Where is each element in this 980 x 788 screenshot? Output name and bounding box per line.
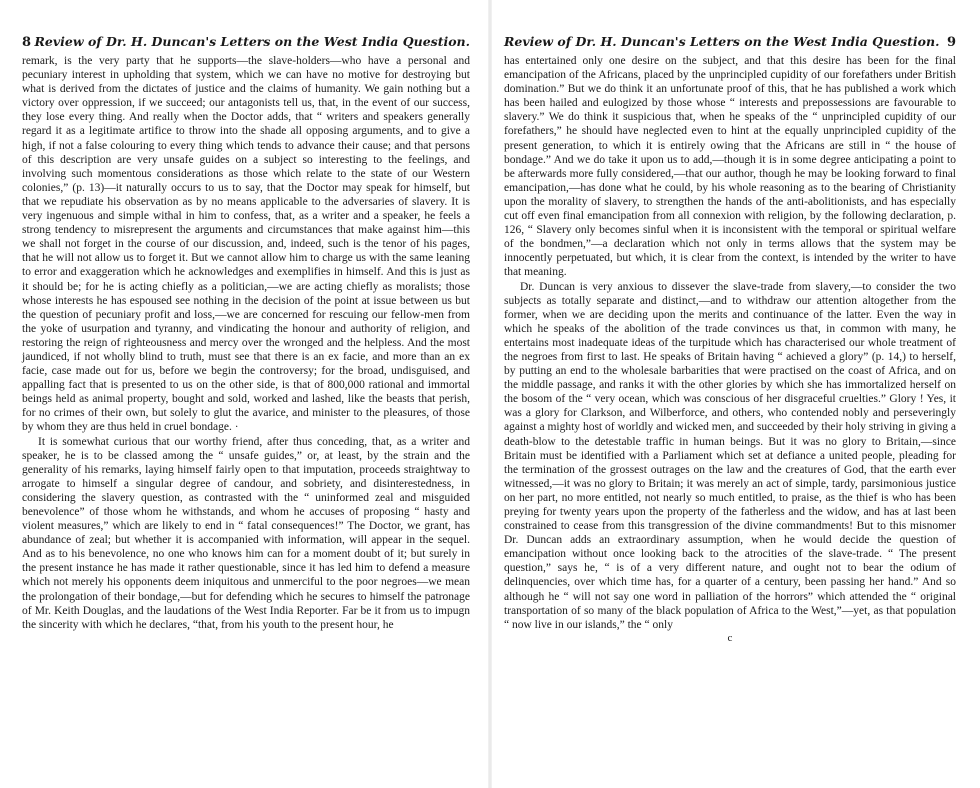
signature-mark: c <box>727 631 733 644</box>
right-page-number: 9 <box>946 35 956 50</box>
right-paragraph-2: Dr. Duncan is very anxious to dissever the slave-trade from slavery,—to consider the two subjects as totally separate and distinct,—and to withdraw our attention altogether from the former, when we are deciding upon the merits and continuance of the latter. Even the way in which he speaks of the abolition of the trade convinces us that, in common with many, he entertains most inadequate ideas of the turpitude which has characterised our whole treatment of the negroes from first to last. He speaks of Britain having “ achieved a glory” (p. 14,) to herself, by putting an end to the wholesale barbarities that were practised on the coast of Africa, and on the middle passage, and ranks it with the other glories by which she has immortalized herself on the bosom of the “ very ocean, which was conscious of her disgraceful cruelties.” Glory ! Yes, it was a glory for Clarkson, and Wilberforce, and others, who contended nobly and perseveringly against a mighty host of worldly and wicked men, and succeeded by their holy striving in giving a death-blow to the detestable traffic in human beings. But it was no glory to Britain,—since Britain must be identified with a Parliament which set at defiance a united people, pleading for the termination of the grossest outrages on the law and the creatures of God, that the earth ever witnessed,—it was no glory to Britain; it was merely an act of simple, tardy, parsimonious justice on her part, no more entitled, not nearly so much entitled, to praise, as the thief is who has been preying for twenty years upon the property of the fatherless and the widow, and has at last been constrained to cease from this transgression of the divine commandments! But to this misnomer Dr. Duncan adds an extraordinary assumption, when he would decide the question of emancipation without once looking back to the atrocities of the slave-trade. “ The present question,” says he, “ is of a very different nature, and ought not to bear the odium of delinquencies, over which time has, for a quarter of a century, been passing her hand.” And so although he “ will not say one word in palliation of the horrors” which attended the “ original transportation of so many of the black population of Africa to the West,”—yet, as that population “ now live in our islands,” the “ only <box>504 280 956 631</box>
right-page-body <box>504 54 956 632</box>
left-paragraph-2: It is somewhat curious that our worthy friend, after thus conceding, that, as a writer and speaker, he is to be classed among the “ unsafe guides,” or, at least, by the strain and the generality of his remarks, laying himself fairly open to that imputation, proceeds straightway to arrogate to himself a singular degree of candour, and sobriety, and disinterestedness, in considering the slavery question, as contrasted with the “ uninformed zeal and misguided benevolence” of those whom he withstands, and whom he accuses of proposing “ hasty and violent measures,” which are likely to end in “ fatal consequences!” The Doctor, we grant, has abundance of zeal; but whether it is accompanied with information, will appear in the sequel. And as to his benevolence, no one who knows him can for a moment doubt of it; but surely in the present instance he has made it rather questionable, since it has led him to defend a measure which not merely his opponents deem iniquitous and unmerciful to the poor negroes—we mean the prolongation of their bondage,—but for defending which he secures to himself the patronage of Mr. Keith Douglas, and the laudations of the West India Reporter. Far be it from us to impugn the sincerity with which he declares, “that, from his youth to the present hour, he <box>22 435 470 631</box>
left-page-number: 8 <box>22 35 32 50</box>
left-running-head: Review of Dr. H. Duncan's Letters on the West India Question. <box>34 34 470 49</box>
right-paragraph-1: has entertained only one desire on the subject, and that this desire has been for the final emancipation of the Africans, placed by the unprincipled cupidity of our forefathers under British domination.” But we do think it an unfortunate proof of this, that he has published a work which has been hailed and eulogized by those whose “ interests and prepossessions are favourable to slavery.” We do think it suspicious that, when he speaks of the “ unprincipled cupidity of our forefathers,” he should have neglected even to hint at the equally unprincipled cupidity of the present generation, to which it is entirely owing that the Africans are still in “ the house of bondage.” And we do take it upon us to add,—though it is in some degree anticipating a point to be afterwards more fully considered,—that our author, though he may be looking forward to final emancipation,—has done what he could, by his whole reasoning as to the bearing of Christianity upon the morality of slavery, to strengthen the hands of the anti-abolitionists, and has especially cut off even final emancipation from all connexion with religion, by the following declaration, p. 126, “ Slavery only becomes sinful when it is inconsistent with the temporal or spiritual welfare of the bondmen,”—a declaration which not only in terms allows that the system may be innocently perpetuated, but which, it is clear from the context, is intended by the writer to have that meaning. <box>504 55 956 279</box>
left-page-header <box>22 34 470 50</box>
right-page-header <box>504 34 956 50</box>
right-running-head: Review of Dr. H. Duncan's Letters on the West India Question. <box>504 34 940 49</box>
left-paragraph-1: remark, is the very party that he supports—the slave-holders—who have a personal and pecuniary interest in upholding that system, which we can have no motive for destroying but what is derived from the dictates of justice and the claims of humanity. We gain nothing but a victory over oppression, if we succeed; our antagonists tell us, that, in the event of our success, they lose every thing. And really when the Doctor adds, that “ writers and speakers generally regard it as a legitimate artifice to throw into the shade all opposing arguments, and to give a high, if not a false colouring to every thing which tends to advance their cause; and that persons of this description are very unsafe guides on a subject so interesting to the feelings, and involving such momentous considerations as those which relate to the state of our Western colonies,” (p. 13)—it naturally occurs to us to say, that the Doctor may speak for himself, but that we repudiate his observation as by no means applicable to the adversaries of slavery. It is very ingenuous and simple withal in him to confess, that, as a writer and a speaker, he feels a strong tendency to misrepresent the arguments and circumstances that make against him—this we shall not forget in the course of our discussion, and, indeed, such is the tenor of his pages, that he will not allow us to forget it. But we cannot allow him to charge us with the same leaning to error and exaggeration which he acknowledges and exemplifies in himself. And this is just as it should be; for he is acting chiefly as a politician,—we are acting chiefly as moralists; those whose interests he has espoused see nothing in the decision of the point at issue between us but the question of pecuniary profit and loss,—we are concerned for rescuing our fellow-men from the yoke of usurpation and tyranny, and vindicating the honour and authority of religion, and restoring the reign of righteousness and mercy over the wronged and the helpless. And the most jaundiced, if not wholly blind to truth, must see that there is an ex facie, and more than an ex facie, case made out for us, before we begin the controversy; for the broad, undisguised, and appalling fact that is presented to us on the other side, is that of 800,000 rational and immortal beings held as animal property, bought and sold, worked and lashed, like the beasts that perish, for no crimes of their own, but solely to glut the avarice, and minister to the pleasures, of those by whom they are thus held in cruel bondage. · <box>22 55 470 434</box>
right-page <box>490 0 980 788</box>
left-page-body <box>22 54 470 632</box>
